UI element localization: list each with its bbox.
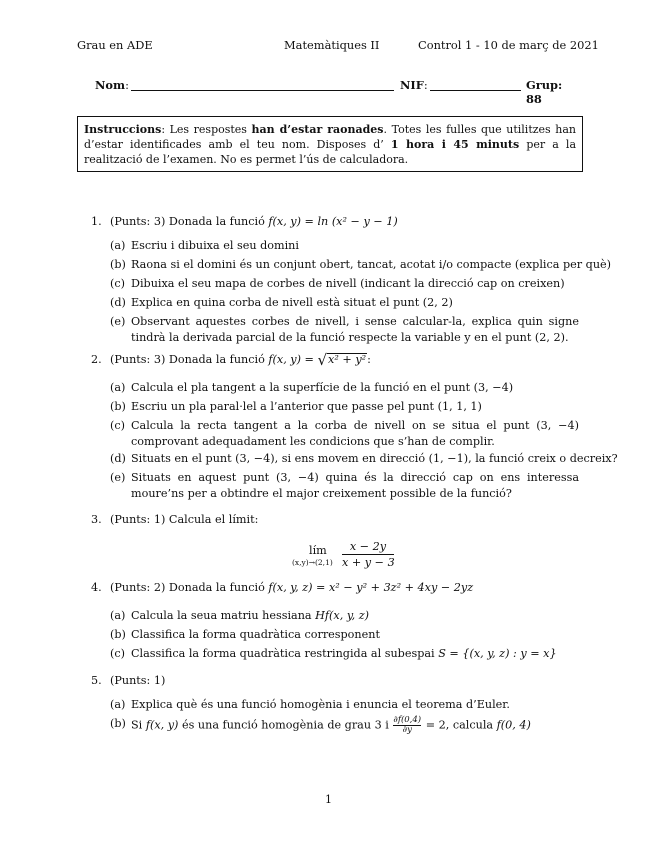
q4-function: f(x, y, z) = x² − y² + 3z² + 4xy − 2yz	[268, 581, 474, 594]
grup-label: Grup: 88	[526, 78, 563, 106]
exam-page: Grau en ADE Matemàtiques II Control 1 - 10 de març de 2021 Nom: NIF: Grup: 88 Instruccions: Les respostes han d’estar raonades. Totes les fulles que utilitzes han d’estar identificades amb el teu nom. Disposes d’ 1 hora i 45 minuts per a la realització de l’examen. No es permet l’ús de calculadora. 1. (Punts: 3) Donada la funció f(x, y) = ln (x² − y − 1) (a) Escriu i dibuixa el seu domini (b) Raona si el domini és un conjunt obert, tancat, acotat i/o compacte (explica per què) (c) Dibuixa el seu mapa de corbes de nivell (indicant la direcció cap on creixen) (d) Explica en quina corba de nivell està situat el punt (2, 2) (e) Observant aquestes corbes de nivell, i sense calcular-la, explica quin signe tindrà la derivada parcial de la funció respecte la variable y en el punt (2, 2). 2. (Punts: 3) Donada la funció f(x, y) = √x² + y²: (a) Calcula el pla tangent a la superfície de la funció en el punt (3, −4) (b) Escriu un pla paral·lel a l’anterior que passe pel punt (1, 1, 1) (c) Calcula la recta tangent a la corba de nivell on se situa el punt (3, −4) comprovant adequadament les condicions que s’han de complir. (d) Situats en el punt (3, −4), si ens movem en direcció (1, −1), la funció creix o decreix? (e) Situats en aquest punt (3, −4) quina és la direcció cap on ens interessa moure’ns per a obtindre el major creixement possible de la funció? 3. (Punts: 1) Calcula el límit: lím (x,y)→(2,1) $\frac{x - 2y}{x + y - 3}$ 4. (Punts: 2) Donada la funció f(x, y, z) = x² − y² + 3z² + 4xy − 2yz (a) Calcula la seua matriu hessiana Hf(x, y, z) (b) Classifica la forma quadràtica corresponent (c) Classifica la forma quadràtica restringida al subespai S = {(x, y, z) : y = x} 5. (Punts: 1) (a) Explica què és una funció homogènia i enuncia el teorema d’Euler. (b) Si f(x, y) és una funció homogènia de grau 3 i $\frac{\partial f(0,4)}{\partial y}$ = 2, calcula f(0, 4) 1	[77, 38, 618, 806]
instructions-title: Instruccions	[84, 123, 162, 136]
nom-label: Nom:	[95, 78, 129, 92]
q1-function: f(x, y) = ln (x² − y − 1)	[268, 215, 398, 228]
header-exam: Control 1 - 10 de març de 2021	[418, 38, 599, 52]
header-subject: Matemàtiques II	[284, 38, 380, 52]
nif-label: NIF:	[400, 78, 428, 92]
limit-expression: lím (x,y)→(2,1) $\frac{x - 2y}{x + y - 3}$	[292, 540, 395, 569]
q2-radicand: x² + y²	[328, 353, 367, 366]
instructions-box: Instruccions: Les respostes han d’estar raonades. Totes les fulles que utilitzes han d’estar identificades amb el teu nom. Disposes d’ 1 hora i 45 minuts per a la realització de l’examen. No es permet l’ús de calculadora.	[77, 116, 583, 172]
nom-field[interactable]	[131, 90, 394, 91]
page-number: 1	[325, 793, 332, 806]
header-course: Grau en ADE	[77, 38, 153, 52]
limit-fraction: $\frac{x - 2y}{x + y - 3}$	[342, 540, 395, 569]
nif-field[interactable]	[430, 90, 521, 91]
identity-line	[95, 78, 579, 106]
partial-derivative-fraction: $\frac{\partial f(0,4)}{\partial y}$	[393, 715, 422, 735]
